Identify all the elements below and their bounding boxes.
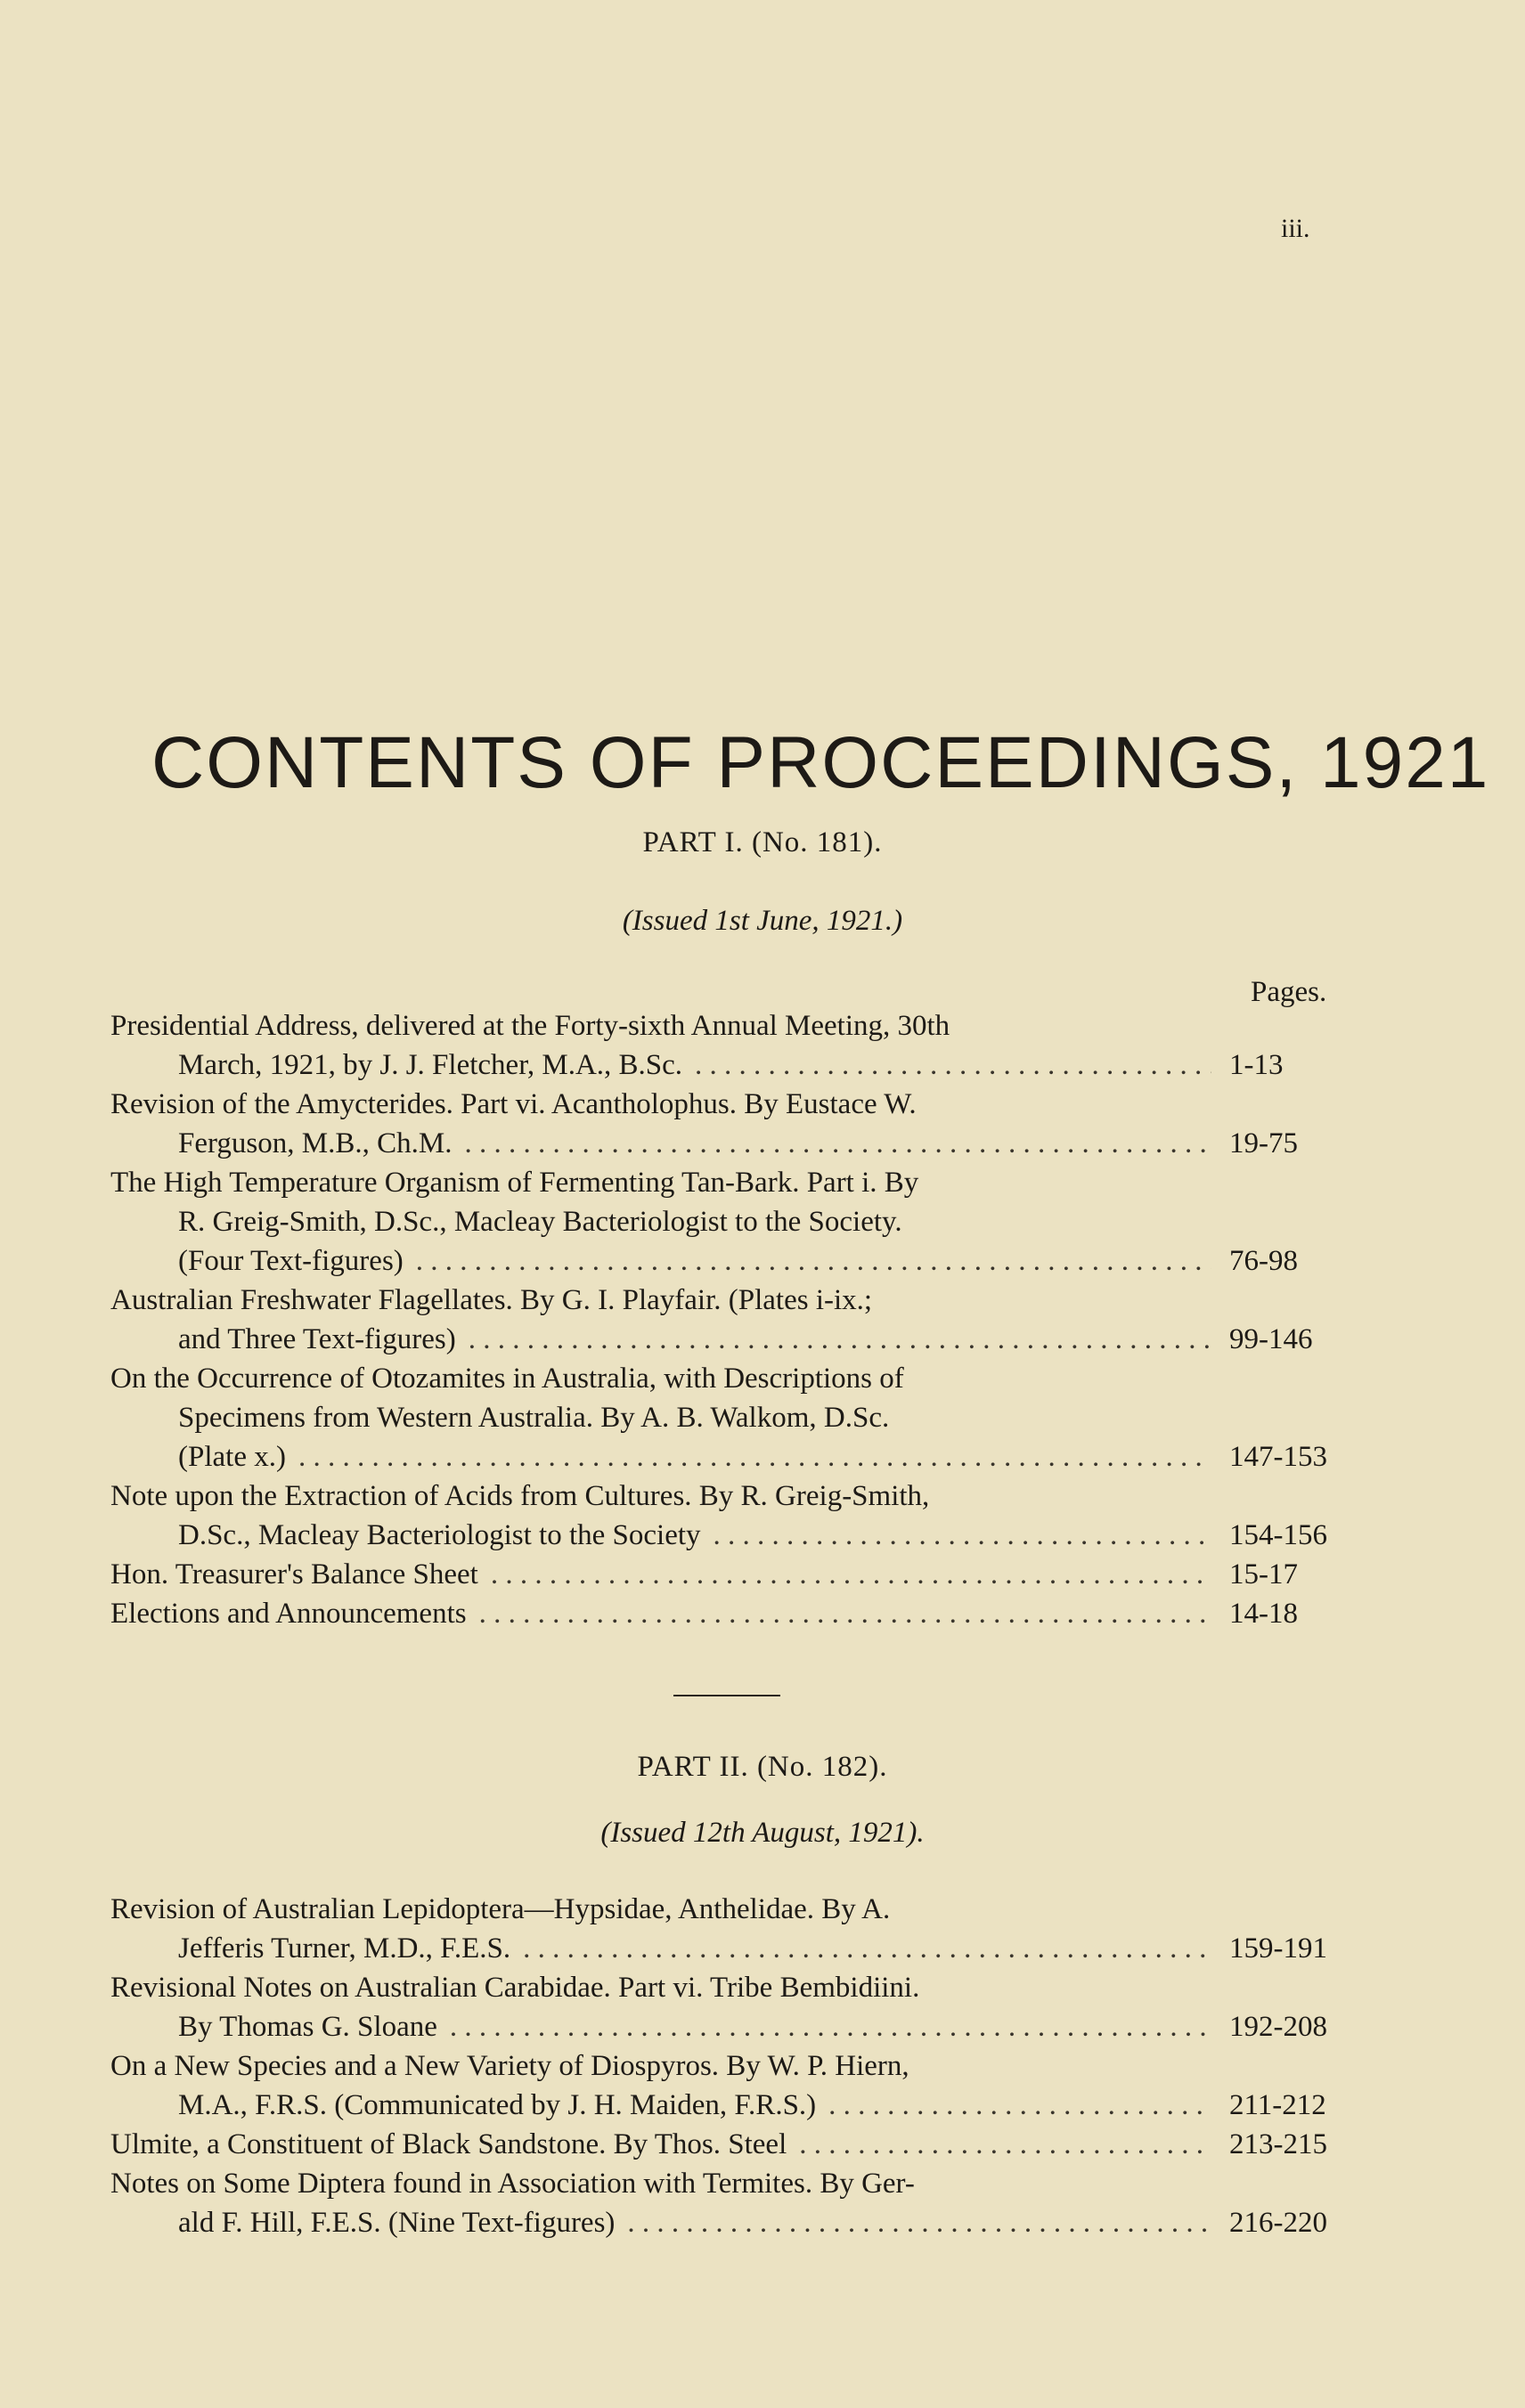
contents-entry	[110, 1085, 1347, 1163]
page-title: CONTENTS OF PROCEEDINGS, 1921	[151, 722, 1490, 803]
pages-column-label: Pages.	[1251, 976, 1327, 1008]
contents-entry	[110, 1006, 1347, 1085]
contents-entry	[110, 1477, 1347, 1555]
part-2-contents-list	[110, 1890, 1347, 2242]
entry-last-line	[110, 2007, 1347, 2046]
entry-text-line: The High Temperature Organism of Fermenting Tan-Bark. Part i. By	[110, 1167, 919, 1199]
entry-text-line: Jefferis Turner, M.D., F.E.S.	[178, 1932, 511, 1965]
part-1-contents-list	[110, 1006, 1347, 1633]
entry-text-line: and Three Text-figures)	[178, 1323, 456, 1355]
entry-last-line	[110, 1555, 1347, 1594]
dot-leader	[523, 1929, 1211, 1968]
entry-text-line: M.A., F.R.S. (Communicated by J. H. Maiden, F.R.S.)	[178, 2089, 817, 2121]
entry-pages: 147-153	[1229, 1441, 1327, 1473]
entry-last-line	[110, 1320, 1347, 1359]
entry-pages: 15-17	[1229, 1558, 1298, 1590]
entry-last-line	[110, 2125, 1347, 2164]
dot-leader	[416, 1241, 1211, 1281]
entry-pages: 99-146	[1229, 1323, 1313, 1355]
entry-last-line	[110, 1124, 1347, 1163]
entry-pages: 1-13	[1229, 1049, 1284, 1081]
entry-pages: 159-191	[1229, 1932, 1327, 1965]
contents-entry	[110, 1555, 1347, 1594]
entry-text-line: Elections and Announcements	[110, 1598, 467, 1630]
dot-leader	[828, 2086, 1211, 2125]
contents-entry	[110, 2046, 1347, 2125]
entry-text-line: Notes on Some Diptera found in Association with Termites. By Ger-	[110, 2168, 915, 2200]
part-1-issued-date: (Issued 1st June, 1921.)	[622, 905, 903, 937]
entry-pages: 14-18	[1229, 1598, 1298, 1630]
entry-pages: 154-156	[1229, 1519, 1327, 1551]
entry-last-line	[110, 2203, 1347, 2242]
entry-text-line: R. Greig-Smith, D.Sc., Macleay Bacteriologist to the Society.	[178, 1206, 902, 1238]
part-1-heading: PART I. (No. 181).	[642, 826, 883, 858]
entry-text-line: Ulmite, a Constituent of Black Sandstone. By Thos. Steel	[110, 2128, 787, 2160]
contents-entry	[110, 1594, 1347, 1633]
entry-pages: 76-98	[1229, 1245, 1298, 1277]
dot-leader	[464, 1124, 1211, 1163]
dot-leader	[450, 2007, 1211, 2046]
entry-text-line: Ferguson, M.B., Ch.M.	[178, 1127, 453, 1159]
entry-text-line: Australian Freshwater Flagellates. By G. I. Playfair. (Plates i-ix.;	[110, 1284, 873, 1316]
entry-pages: 213-215	[1229, 2128, 1327, 2160]
entry-last-line	[110, 1594, 1347, 1633]
entry-text-line: D.Sc., Macleay Bacteriologist to the Society	[178, 1519, 701, 1551]
contents-entry	[110, 1163, 1347, 1281]
dot-leader	[714, 1516, 1211, 1555]
dot-leader	[491, 1555, 1211, 1594]
entry-text-line: (Plate x.)	[178, 1441, 286, 1473]
entry-text-line: (Four Text-figures)	[178, 1245, 404, 1277]
entry-text-line: Revisional Notes on Australian Carabidae. Part vi. Tribe Bembidiini.	[110, 1972, 920, 2004]
entry-text-line: Hon. Treasurer's Balance Sheet	[110, 1558, 478, 1590]
part-2-issued-date: (Issued 12th August, 1921).	[600, 1817, 925, 1849]
entry-last-line	[110, 1437, 1347, 1477]
entry-last-line	[110, 1241, 1347, 1281]
contents-entry	[110, 1359, 1347, 1477]
dot-leader	[799, 2125, 1211, 2164]
entry-pages: 211-212	[1229, 2089, 1326, 2121]
entry-text-line: Revision of Australian Lepidoptera—Hypsidae, Anthelidae. By A.	[110, 1893, 891, 1925]
entry-text-line: ald F. Hill, F.E.S. (Nine Text-figures)	[178, 2207, 616, 2239]
entry-text-line: March, 1921, by J. J. Fletcher, M.A., B.Sc.	[178, 1049, 683, 1081]
entry-pages: 192-208	[1229, 2011, 1327, 2043]
page-number: iii.	[1281, 214, 1310, 243]
entry-text-line: Specimens from Western Australia. By A. B. Walkom, D.Sc.	[178, 1402, 890, 1434]
entry-text-line: Note upon the Extraction of Acids from Cultures. By R. Greig-Smith,	[110, 1480, 930, 1512]
contents-entry	[110, 1281, 1347, 1359]
contents-entry	[110, 2125, 1347, 2164]
contents-entry	[110, 1890, 1347, 1968]
entry-text-line: On the Occurrence of Otozamites in Australia, with Descriptions of	[110, 1363, 904, 1395]
contents-entry	[110, 2164, 1347, 2242]
dot-leader	[479, 1594, 1211, 1633]
dot-leader	[627, 2203, 1211, 2242]
entry-text-line: On a New Species and a New Variety of Diospyros. By W. P. Hiern,	[110, 2050, 909, 2082]
entry-text-line: Revision of the Amycterides. Part vi. Acantholophus. By Eustace W.	[110, 1088, 917, 1120]
contents-entry	[110, 1968, 1347, 2046]
entry-pages: 19-75	[1229, 1127, 1298, 1159]
entry-text-line: By Thomas G. Sloane	[178, 2011, 437, 2043]
entry-last-line	[110, 1929, 1347, 1968]
entry-pages: 216-220	[1229, 2207, 1327, 2239]
part-2-heading: PART II. (No. 182).	[637, 1751, 888, 1783]
dot-leader	[695, 1045, 1211, 1085]
entry-last-line	[110, 1045, 1347, 1085]
entry-text-line: Presidential Address, delivered at the Forty-sixth Annual Meeting, 30th	[110, 1010, 950, 1042]
dot-leader	[298, 1437, 1211, 1477]
entry-last-line	[110, 2086, 1347, 2125]
entry-last-line	[110, 1516, 1347, 1555]
section-divider	[673, 1695, 780, 1696]
dot-leader	[469, 1320, 1211, 1359]
